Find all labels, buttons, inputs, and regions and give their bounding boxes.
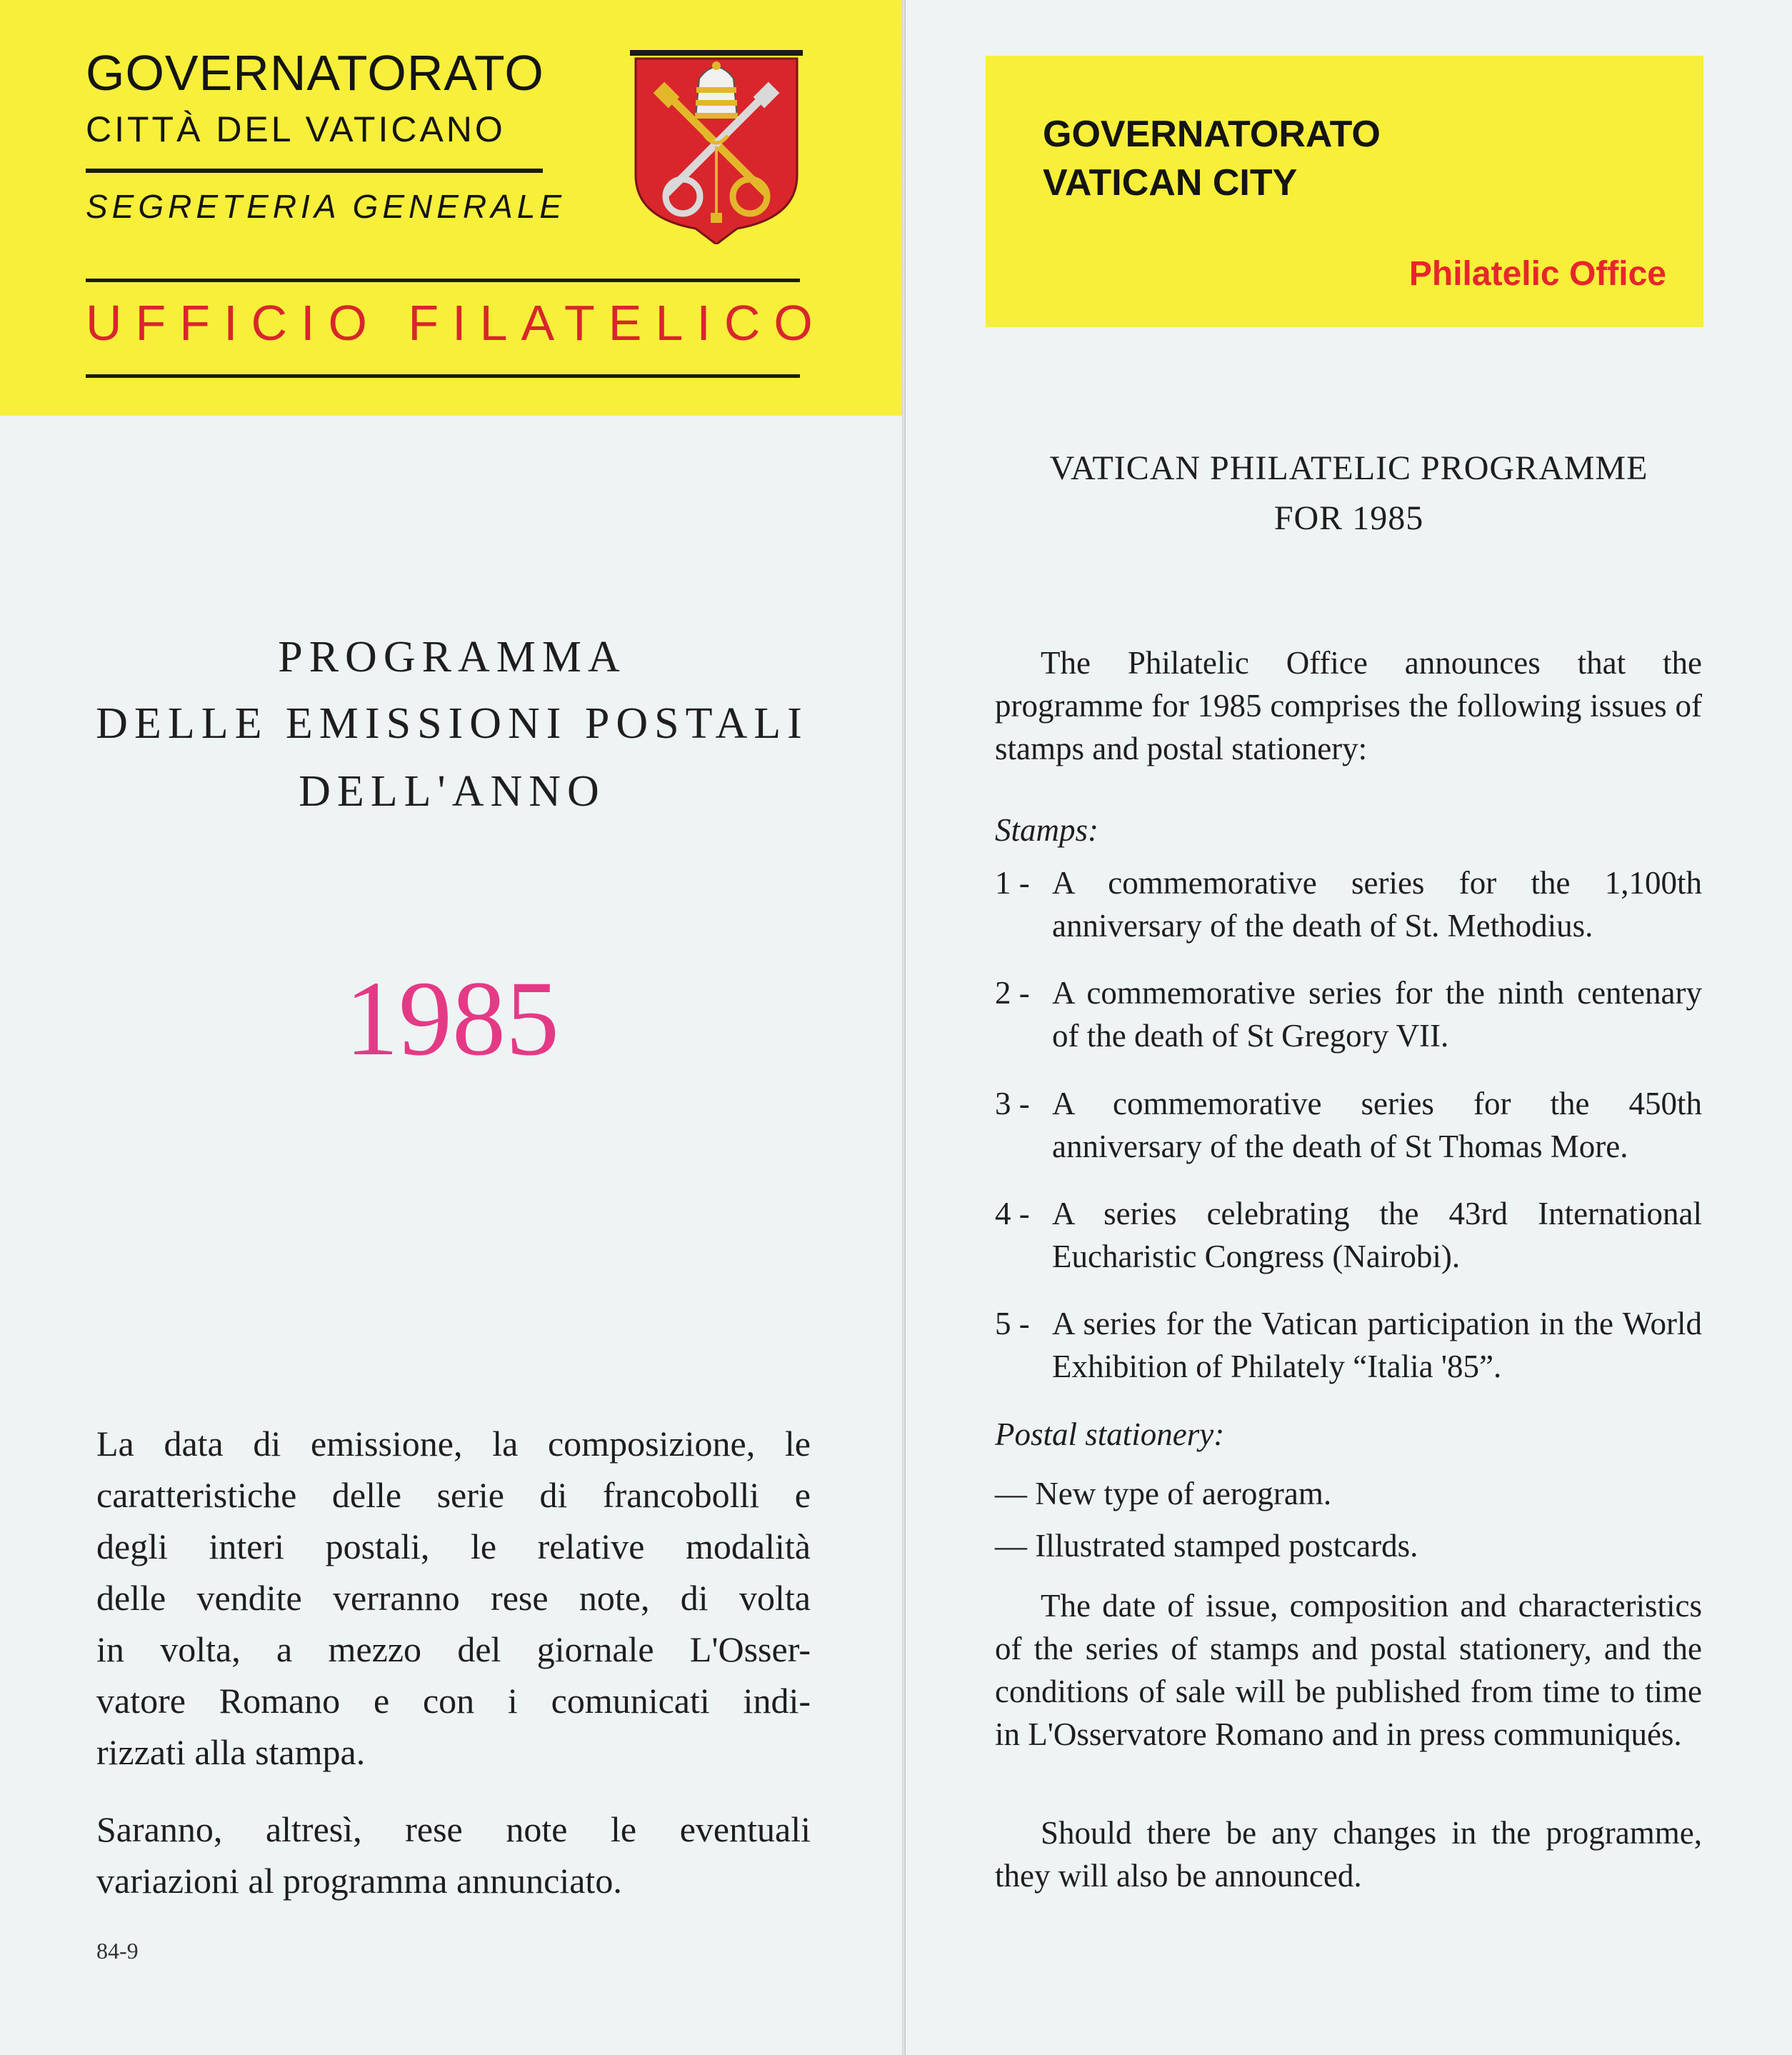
programma-title-line: DELL'ANNO xyxy=(299,767,606,816)
programma-title-line: DELLE EMISSIONI POSTALI xyxy=(96,699,809,748)
stationery-heading: Postal stationery: xyxy=(995,1416,1225,1452)
stationery-item: — Illustrated stamped postcards. xyxy=(995,1528,1418,1564)
paragraph-line: vatore Romano e con i comunicati indi- xyxy=(96,1681,811,1721)
stamp-item-text: A commemorative series for the 1,100th anniversary of the death of St. Methodius. xyxy=(1052,865,1702,944)
intro-paragraph: The Philatelic Office announces that the programme for 1985 comprises the following issues of stamps and postal stationery: xyxy=(995,645,1702,766)
stamp-item-number: 2 - xyxy=(995,975,1030,1011)
programma-title-line: PROGRAMMA xyxy=(278,633,626,681)
programme-title-line: FOR 1985 xyxy=(1273,499,1424,537)
closing-paragraph-2: Should there be any changes in the programme, they will also be announced. xyxy=(995,1815,1702,1894)
paragraph-line: variazioni al programma annunciato. xyxy=(96,1861,622,1901)
header-governatorato: GOVERNATORATO xyxy=(86,45,544,101)
header-divider xyxy=(86,279,800,282)
paragraph-line: in volta, a mezzo del giornale L'Osser- xyxy=(96,1629,811,1669)
stamp-item-number: 3 - xyxy=(995,1086,1030,1121)
stamps-heading: Stamps: xyxy=(995,812,1098,848)
closing-paragraph-1: The date of issue, composition and characteristics of the series of stamps and postal stationery, and the conditions of sale will be published from time to time in L'Osservatore Romano and in press communiqués. xyxy=(995,1588,1702,1752)
header-divider xyxy=(86,374,800,378)
programme-title-line: VATICAN PHILATELIC PROGRAMME xyxy=(1049,449,1648,487)
stamp-item-text: A commemorative series for the ninth centenary of the death of St Gregory VII. xyxy=(1052,975,1702,1054)
stamp-item-number: 5 - xyxy=(995,1306,1030,1341)
stamp-item-text: A commemorative series for the 450th anniversary of the death of St Thomas More. xyxy=(1052,1086,1702,1164)
paragraph-line: degli interi postali, le relative modalità xyxy=(96,1526,811,1566)
document-code: 84-9 xyxy=(96,1938,139,1964)
header-segreteria: SEGRETERIA GENERALE xyxy=(86,188,566,225)
stamp-item-text: A series for the Vatican participation in the World Exhibition of Philately “Italia '85”. xyxy=(1052,1306,1702,1384)
paragraph-line: delle vendite verranno rese note, di volta xyxy=(96,1578,811,1618)
italian-paragraph-2 xyxy=(96,1804,811,1906)
paragraph-line: La data di emissione, la composizione, le xyxy=(96,1424,811,1464)
paragraph-line: caratteristiche delle serie di francobolli e xyxy=(96,1475,811,1515)
italian-paragraph-1 xyxy=(96,1418,811,1778)
stamp-item-number: 4 - xyxy=(995,1196,1030,1231)
paragraph-line: Saranno, altresì, rese note le eventuali xyxy=(96,1809,811,1849)
header-line-2: VATICAN CITY xyxy=(1043,162,1298,204)
header-city: CITTÀ DEL VATICANO xyxy=(86,109,506,149)
header-ufficio: UFFICIO FILATELICO xyxy=(86,295,826,351)
stationery-item: — New type of aerogram. xyxy=(995,1476,1332,1511)
year-display: 1985 xyxy=(345,959,559,1078)
papal-crest-icon xyxy=(630,50,803,244)
stamp-item-number: 1 - xyxy=(995,865,1030,901)
paragraph-line: rizzati alla stampa. xyxy=(96,1732,366,1772)
italian-header xyxy=(0,0,904,416)
header-philatelic-office: Philatelic Office xyxy=(1408,255,1666,293)
header-divider xyxy=(86,169,543,173)
english-header xyxy=(986,56,1703,327)
header-line-1: GOVERNATORATO xyxy=(1043,114,1381,155)
stamp-item-text: A series celebrating the 43rd International Eucharistic Congress (Nairobi). xyxy=(1052,1196,1702,1274)
